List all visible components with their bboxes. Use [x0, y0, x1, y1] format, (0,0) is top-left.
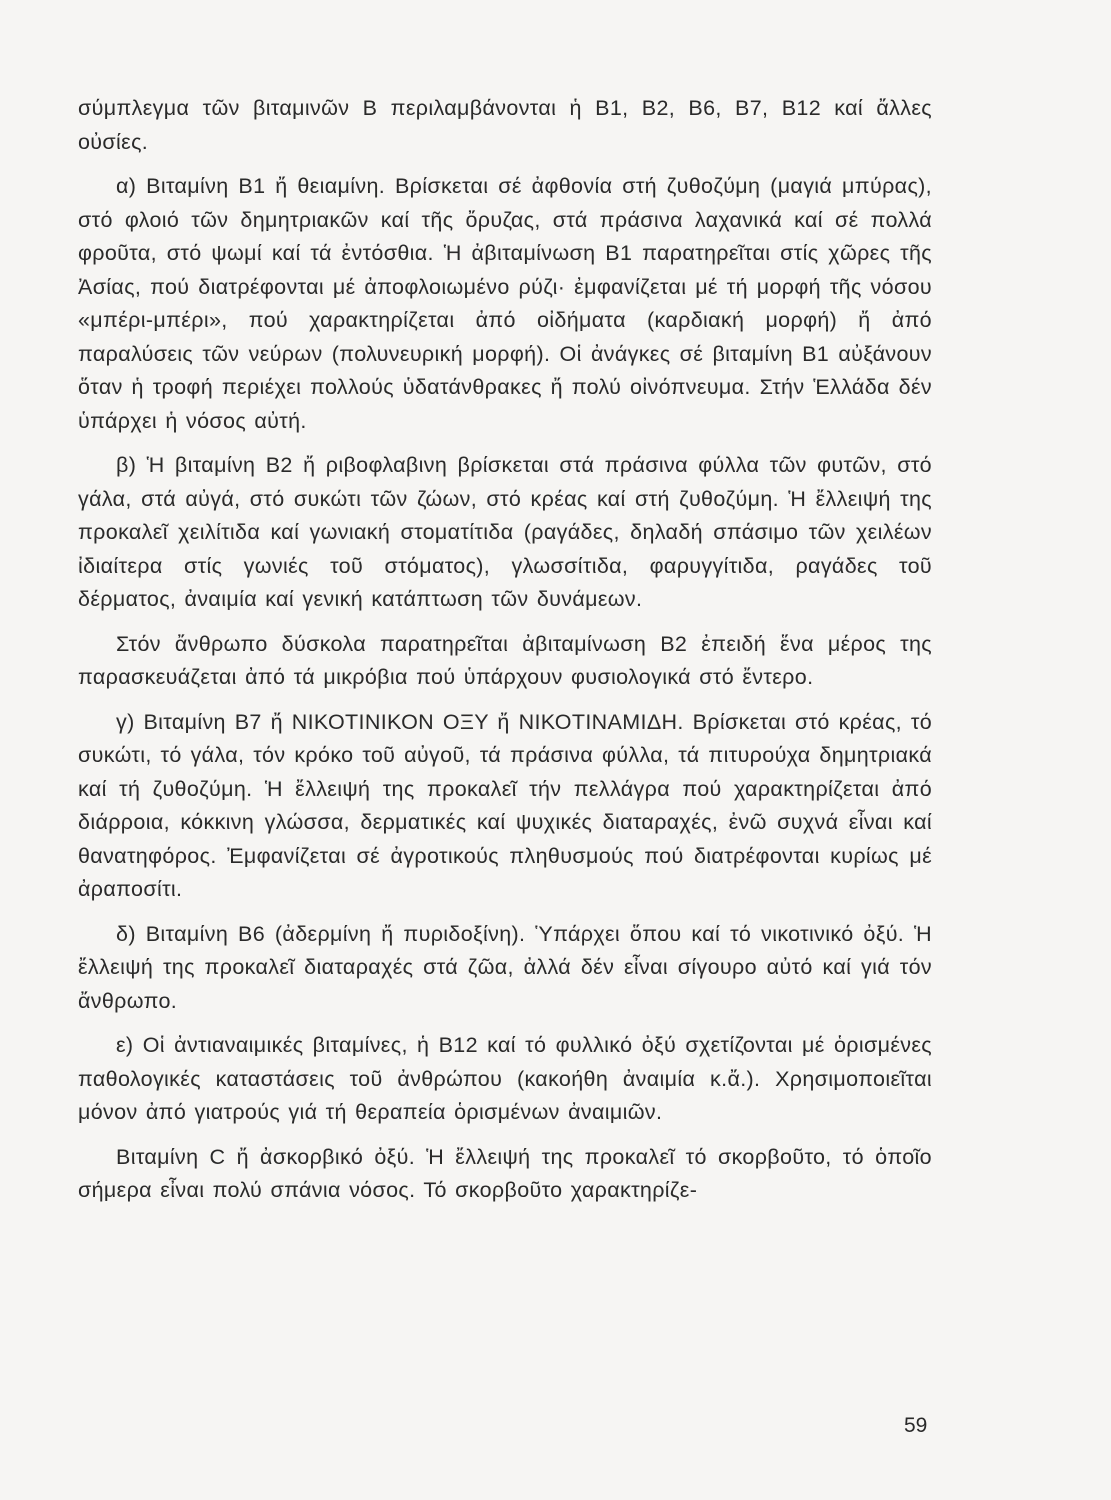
paragraph-vitamin-b6: δ) Βιταμίνη Β6 (ἀδερμίνη ἤ πυριδοξίνη). Ὑπάρχει ὅπου καί τό νικοτινικό ὀξύ. Ἡ ἔλλειψή της προκαλεῖ διαταραχές στά ζῶα, ἀλλά δέν εἶναι σίγουρο αὐτό καί γιά τόν ἄνθρωπο. — [78, 921, 932, 1013]
paragraph-vitamin-b2: β) Ἡ βιταμίνη Β2 ἤ ριβοφλαβινη βρίσκεται στά πράσινα φύλλα τῶν φυτῶν, στό γάλα, στά αὐγά, στό συκώτι τῶν ζώων, στό κρέας καί στή ζυθοζύμη. Ἡ ἔλλειψή της προκαλεῖ χειλίτιδα καί γωνιακή στοματίτιδα (ραγάδες, δηλαδή σπάσιμο τῶν χειλέων ἰδιαίτερα στίς γωνιές τοῦ στόματος), γλωσσίτιδα, φαρυγγίτιδα, ραγάδες τοῦ δέρματος, ἀναιμία καί γενική κατάπτωση τῶν δυνάμεων. — [78, 453, 932, 611]
page-body — [78, 92, 932, 1219]
paragraph-b2-deficiency-humans: Στόν ἄνθρωπο δύσκολα παρατηρεῖται ἀβιταμίνωση Β2 ἐπειδή ἕνα μέρος της παρασκευάζεται ἀπό τά μικρόβια πού ὑπάρχουν φυσιολογικά στό ἔντερο. — [78, 631, 932, 689]
paragraph-vitamin-c: Βιταμίνη C ἤ ἀσκορβικό ὀξύ. Ἡ ἔλλειψή της προκαλεῖ τό σκορβοῦτο, τό ὁποῖο σήμερα εἶναι πολύ σπάνια νόσος. Τό σκορβοῦτο χαρακτηρίζε- — [78, 1144, 932, 1202]
page-number: 59 — [904, 1414, 928, 1437]
paragraph-b-complex-intro: σύμπλεγμα τῶν βιταμινῶν Β περιλαμβάνονται ἡ Β1, Β2, Β6, Β7, Β12 καί ἄλλες οὐσίες. — [78, 96, 932, 154]
paragraph-vitamin-b1: α) Βιταμίνη Β1 ἤ θειαμίνη. Βρίσκεται σέ ἀφθονία στή ζυθοζύμη (μαγιά μπύρας), στό φλοιό τῶν δημητριακῶν καί τῆς ὄρυζας, στά πράσινα λαχανικά καί σέ πολλά φροῦτα, στό ψωμί καί τά ἐντόσθια. Ἡ ἀβιταμίνωση Β1 παρατηρεῖται στίς χῶρες τῆς Ἀσίας, πού διατρέφονται μέ ἀποφλοιωμένο ρύζι· ἐμφανίζεται μέ τή μορφή τῆς νόσου «μπέρι-μπέρι», πού χαρακτηρίζεται ἀπό οἰδήματα (καρδιακή μορφή) ἤ ἀπό παραλύσεις τῶν νεύρων (πολυνευρική μορφή). Οἱ ἀνάγκες σέ βιταμίνη Β1 αὐξάνουν ὅταν ἡ τροφή περιέχει πολλούς ὑδατάνθρακες ἤ πολύ οἰνόπνευμα. Στήν Ἑλλάδα δέν ὑπάρχει ἡ νόσος αὐτή. — [78, 174, 932, 433]
paragraph-vitamin-b7: γ) Βιταμίνη Β7 ἤ ΝΙΚΟΤΙΝΙΚΟΝ ΟΞΥ ἤ ΝΙΚΟΤΙΝΑΜΙΔΗ. Βρίσκεται στό κρέας, τό συκώτι, τό γάλα, τόν κρόκο τοῦ αὐγοῦ, τά πράσινα φύλλα, τά πιτυρούχα δημητριακά καί τή ζυθοζύμη. Ἡ ἔλλειψή της προκαλεῖ τήν πελλάγρα πού χαρακτηρίζεται ἀπό διάρροια, κόκκινη γλώσσα, δερματικές καί ψυχικές διαταραχές, ἐνῶ συχνά εἶναι καί θανατηφόρος. Ἐμφανίζεται σέ ἀγροτικούς πληθυσμούς πού διατρέφονται κυρίως μέ ἀραποσίτι. — [78, 709, 932, 901]
paragraph-antianemic-vitamins: ε) Οἱ ἀντιαναιμικές βιταμίνες, ἡ Β12 καί τό φυλλικό ὀξύ σχετίζονται μέ ὁρισμένες παθολογικές καταστάσεις τοῦ ἀνθρώπου (κακοήθη ἀναιμία κ.ἄ.). Χρησιμοποιεῖται μόνον ἀπό γιατρούς γιά τή θεραπεία ὁρισμένων ἀναιμιῶν. — [78, 1033, 932, 1124]
